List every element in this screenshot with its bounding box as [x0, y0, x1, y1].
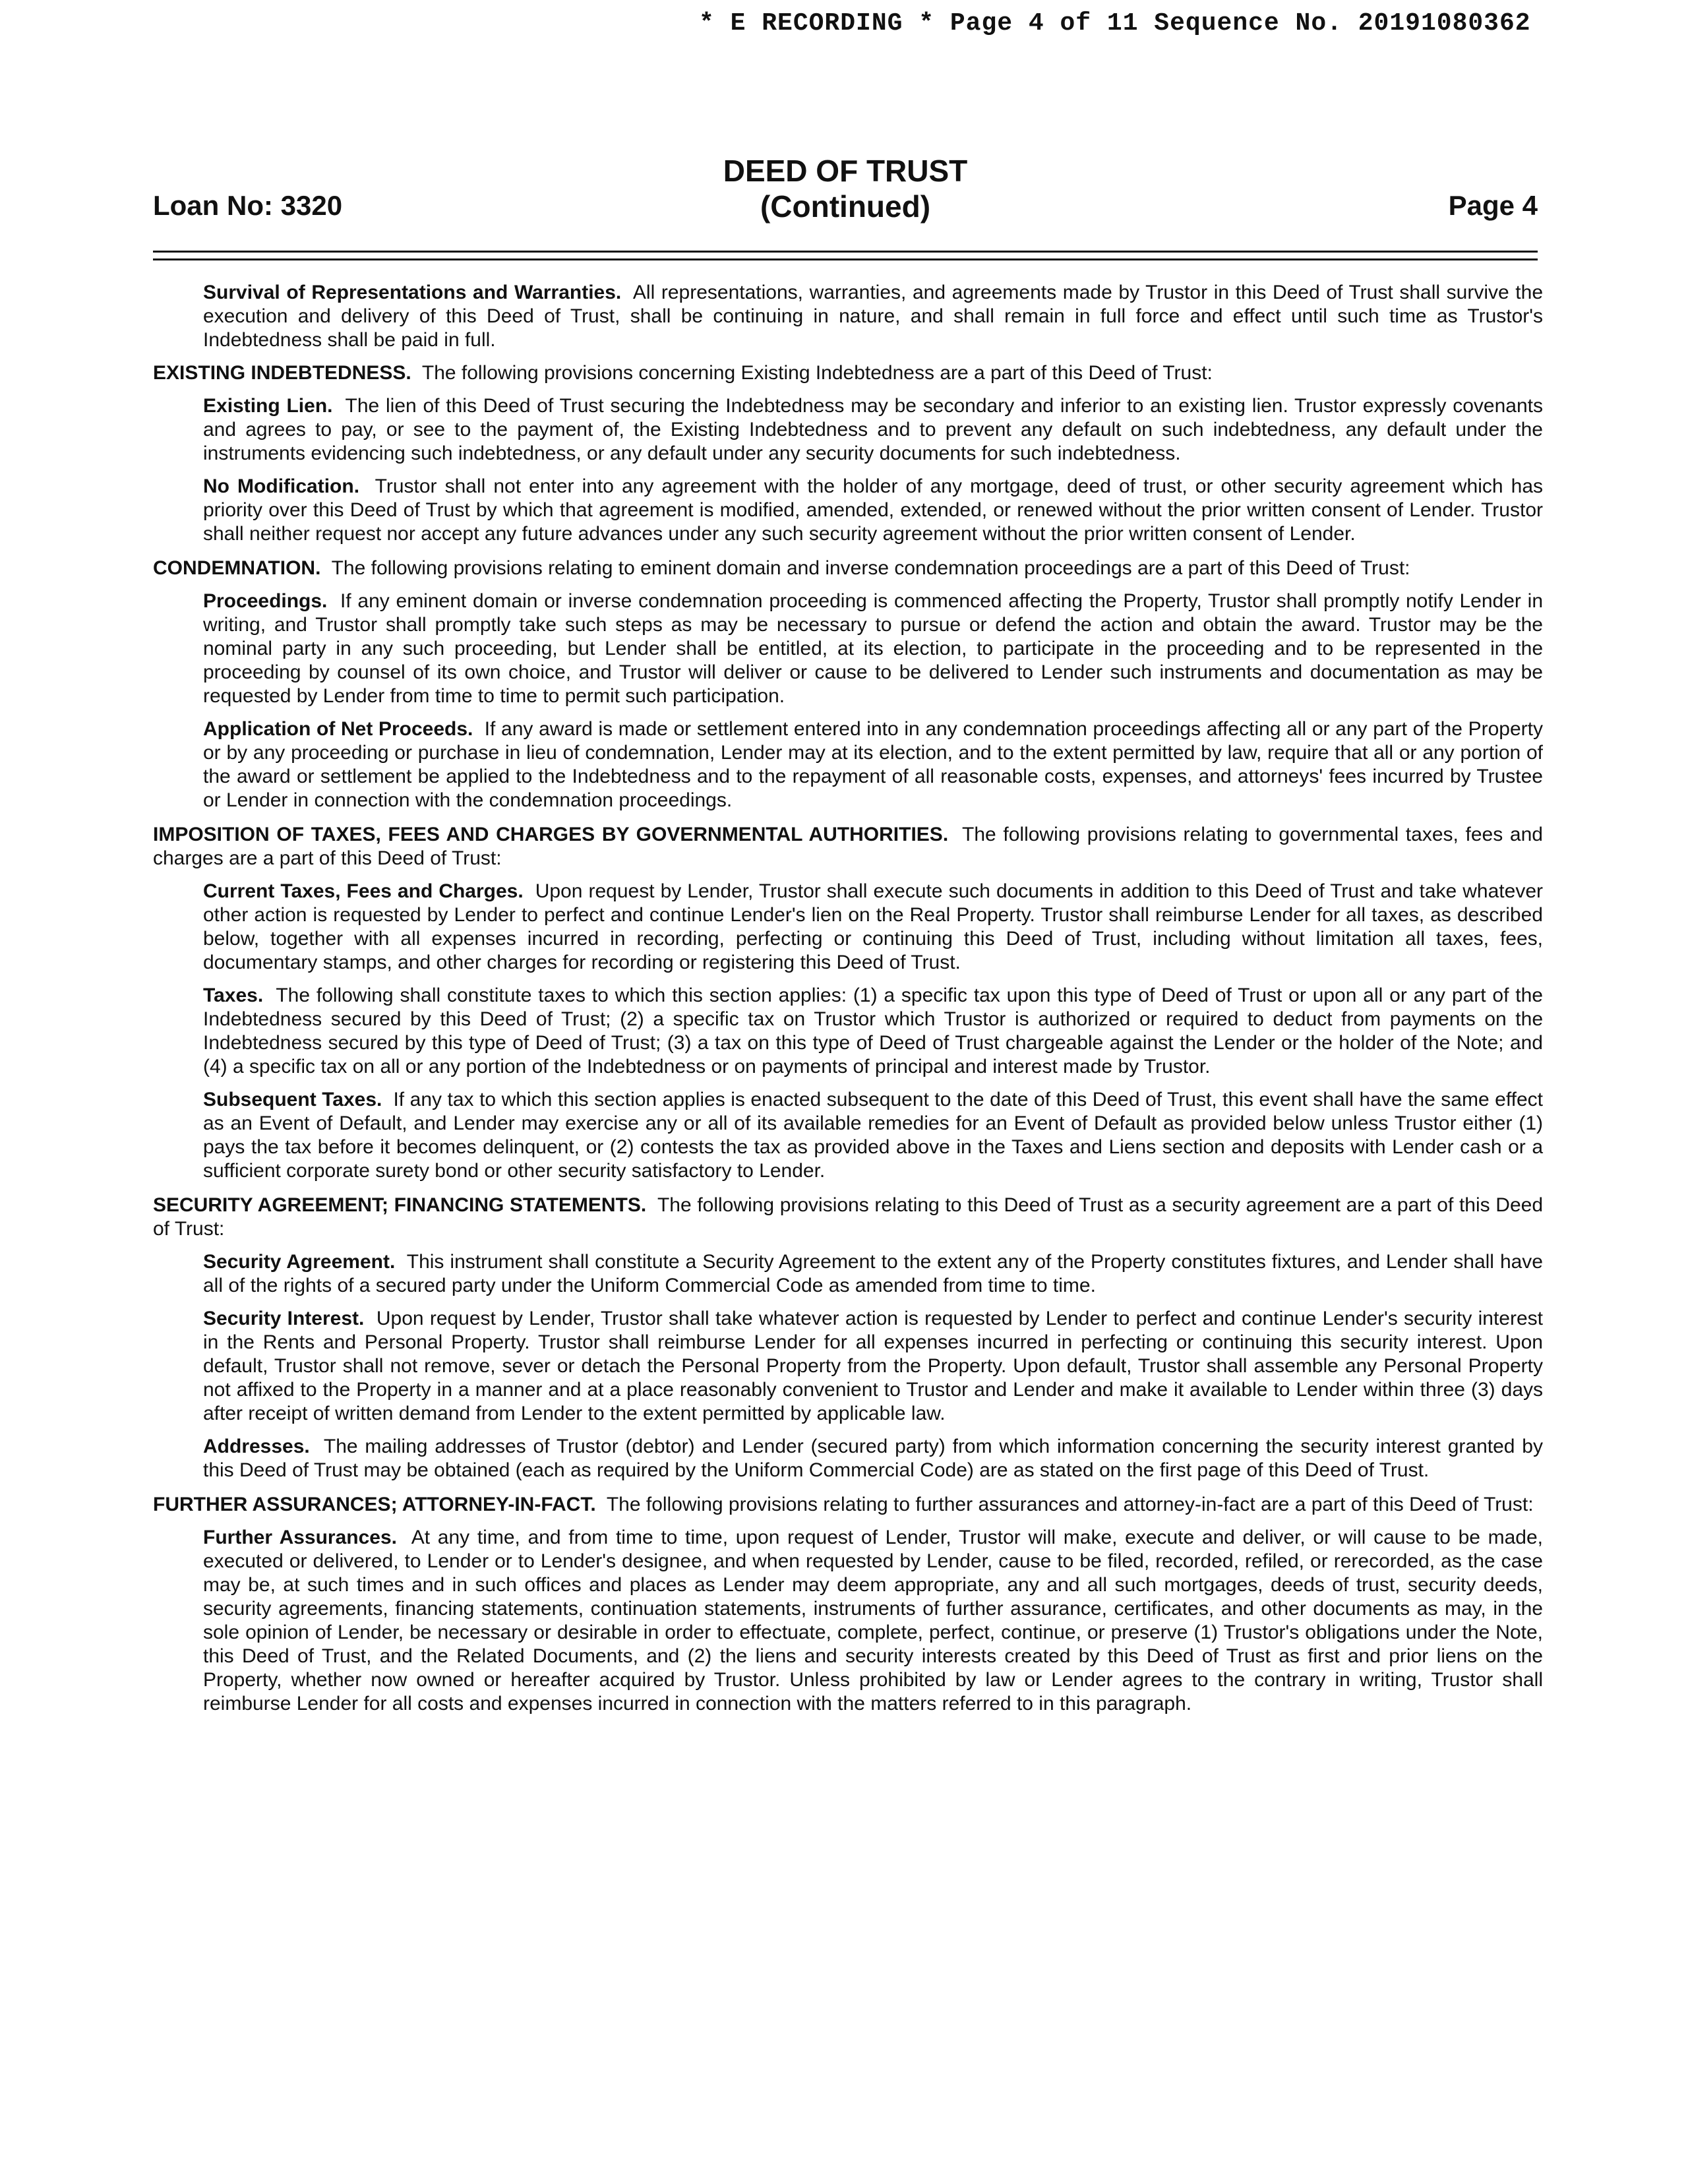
section-intro-text: The following provisions relating to further assurances and attorney-in-fact are a part of this Deed of Trust: [606, 1494, 1534, 1515]
paragraph-text: Upon request by Lender, Trustor shall take whatever action is requested by Lender to perfect and continue Lender's security interest in the Rents and Personal Property. Trustor shall reimburse Lender for all expenses incurred in perfecting or continuing this security interest. Upon default, Trustor shall not remove, sever or detach the Personal Property from the Property. Upon default, Trustor shall assemble any Personal Property not affixed to the Property in a manner and at a place reasonably convenient to Trustor and Lender and make it available to Lender within three (3) days after receipt of written demand from Lender to the extent permitted by applicable law. [203, 1308, 1544, 1424]
paragraph-text: If any eminent domain or inverse condemnation proceeding is commenced affecting the Property, Trustor shall promptly notify Lender in writing, and Trustor shall promptly take such steps as may be necessary to pursue or defend the action and obtain the award. Trustor may be the nominal party in any such proceeding, but Lender shall be entitled, at its election, to participate in the proceeding and to be represented in the proceeding by counsel of its own choice, and Trustor will deliver or cause to be delivered to Lender such instruments and documentation as may be requested by Lender from time to time to permit such participation. [203, 590, 1543, 707]
paragraph-further-assurances [203, 1526, 1543, 1716]
subheading: Application of Net Proceeds. [203, 718, 473, 740]
paragraph-net-proceeds [203, 717, 1543, 812]
paragraph-text: If any award is made or settlement entered into in any condemnation proceedings affecting all or any part of the Property or by any proceeding or purchase in lieu of condemnation, Lender may at its election, and to the extent permitted by law, require that all or any portion of the award or settlement be applied to the Indebtedness and to the repayment of all reasonable costs, expenses, and attorneys' fees incurred by Trustee or Lender in connection with the condemnation proceedings. [203, 718, 1543, 811]
paragraph-text: All representations, warranties, and agreements made by Trustor in this Deed of Trust shall survive the execution and delivery of this Deed of Trust, shall be continuing in nature, and shall remain in full force and effect until such time as Trustor's Indebtedness shall be paid in full. [203, 282, 1544, 351]
subheading: Taxes. [203, 985, 264, 1006]
section-condemnation [153, 557, 1543, 812]
header-rule-top [153, 251, 1538, 253]
paragraph-text: Trustor shall not enter into any agreement with the holder of any mortgage, deed of trust, or other security agreement which has priority over this Deed of Trust by which that agreement is modified, amended, extended, or renewed without the prior written consent of Lender. Trustor shall neither request nor accept any future advances under any such security agreement without the prior written consent of Lender. [203, 475, 1544, 545]
section-heading: CONDEMNATION. [153, 557, 321, 579]
subheading: Survival of Representations and Warranties. [203, 282, 622, 303]
subheading: Addresses. [203, 1436, 310, 1457]
paragraph-current-taxes [203, 880, 1543, 975]
subheading: Proceedings. [203, 590, 328, 612]
section-further-assurances [153, 1493, 1543, 1716]
section-lead [153, 1194, 1543, 1241]
paragraph-proceedings [203, 590, 1543, 708]
paragraph-text: The lien of this Deed of Trust securing the Indebtedness may be secondary and inferior to an existing lien. Trustor expressly covenants and agrees to pay, or see to the payment of, the Existing Indebtedness and to prevent any default on such indebtedness, any default under the instruments evidencing such indebtedness, or any default under any security documents for such indebtedness. [203, 395, 1543, 464]
subheading: Subsequent Taxes. [203, 1089, 382, 1110]
subheading: Security Interest. [203, 1308, 365, 1329]
section-existing-indebtedness [153, 361, 1543, 546]
section-lead [153, 823, 1543, 870]
section-lead [153, 1493, 1543, 1517]
recording-header: * E RECORDING * Page 4 of 11 Sequence No. 20191080362 [699, 9, 1531, 38]
subheading: Existing Lien. [203, 395, 333, 417]
section-heading: EXISTING INDEBTEDNESS. [153, 362, 411, 384]
subheading: No Modification. [203, 475, 360, 497]
section-heading: IMPOSITION OF TAXES, FEES AND CHARGES BY GOVERNMENTAL AUTHORITIES. [153, 824, 949, 845]
section-intro-text: The following provisions concerning Existing Indebtedness are a part of this Deed of Trust: [421, 362, 1213, 384]
paragraph-text: If any tax to which this section applies is enacted subsequent to the date of this Deed of Trust, this event shall have the same effect as an Event of Default, and Lender may exercise any or all of its available remedies for an Event of Default as provided below unless Trustor either (1) pays the tax before it becomes delinquent, or (2) contests the tax as provided above in the Taxes and Liens section and deposits with Lender cash or a sufficient corporate surety bond or other security satisfactory to Lender. [203, 1089, 1544, 1182]
section-intro-text: The following provisions relating to governmental taxes, fees and charges are a part of this Deed of Trust: [153, 824, 1543, 869]
paragraph-text: The mailing addresses of Trustor (debtor) and Lender (secured party) from which information concerning the security interest granted by this Deed of Trust may be obtained (each as required by the Uniform Commercial Code) are as stated on the first page of this Deed of Trust. [203, 1436, 1543, 1481]
paragraph-subsequent-taxes [203, 1088, 1543, 1183]
paragraph-existing-lien [203, 394, 1543, 466]
title-line-2: (Continued) [760, 189, 931, 224]
section-intro-text: The following provisions relating to eminent domain and inverse condemnation proceedings are a part of this Deed of Trust: [331, 557, 1410, 579]
loan-number: Loan No: 3320 [153, 190, 343, 221]
title-line-1: DEED OF TRUST [723, 154, 968, 188]
document-title [153, 153, 1538, 224]
section-lead [153, 557, 1543, 580]
section-intro-text: The following provisions relating to this Deed of Trust as a security agreement are a part of this Deed of Trust: [153, 1194, 1543, 1240]
document-header [153, 153, 1538, 226]
document-body [153, 281, 1543, 1726]
paragraph-text: This instrument shall constitute a Security Agreement to the extent any of the Property constitutes fixtures, and Lender shall have all of the rights of a secured party under the Uniform Commercial Code as amended from time to time. [203, 1251, 1543, 1296]
paragraph-survival [203, 281, 1543, 352]
paragraph-security-agreement [203, 1250, 1543, 1298]
paragraph-security-interest [203, 1307, 1543, 1426]
page-number: Page 4 [1448, 190, 1538, 221]
paragraph-taxes [203, 984, 1543, 1079]
subheading: Further Assurances. [203, 1527, 398, 1548]
paragraph-text: The following shall constitute taxes to which this section applies: (1) a specific tax upon this type of Deed of Trust or upon all or any part of the Indebtedness secured by this Deed of Trust; (2) a specific tax on Trustor which Trustor is authorized or required to deduct from payments on the Indebtedness secured by this type of Deed of Trust; (3) a tax on this type of Deed of Trust chargeable against the Lender or the holder of the Note; and (4) a specific tax on all or any portion of the Indebtedness or on payments of principal and interest made by Trustor. [203, 985, 1543, 1077]
section-heading: FURTHER ASSURANCES; ATTORNEY-IN-FACT. [153, 1494, 596, 1515]
paragraph-text: At any time, and from time to time, upon request of Lender, Trustor will make, execute and deliver, or will cause to be made, executed or delivered, to Lender or to Lender's designee, and when requested by Lender, cause to be filed, recorded, refiled, or rerecorded, as the case may be, at such times and in such offices and places as Lender may deem appropriate, any and all such mortgages, deeds of trust, security deeds, security agreements, financing statements, continuation statements, instruments of further assurance, certificates, and other documents as may, in the sole opinion of Lender, be necessary or desirable in order to effectuate, complete, perfect, continue, or preserve (1) Trustor's obligations under the Note, this Deed of Trust, and the Related Documents, and (2) the liens and security interests created by this Deed of Trust as first and prior liens on the Property, whether now owned or hereafter acquired by Trustor. Unless prohibited by law or Lender agrees to the contrary in writing, Trustor shall reimburse Lender for all costs and expenses incurred in connection with the matters referred to in this paragraph. [203, 1527, 1544, 1714]
paragraph-no-modification [203, 475, 1543, 546]
section-security-agreement [153, 1194, 1543, 1482]
paragraph-text: Upon request by Lender, Trustor shall execute such documents in addition to this Deed of Trust and take whatever other action is requested by Lender to perfect and continue Lender's lien on the Real Property. Trustor shall reimburse Lender for all taxes, as described below, together with all expenses incurred in recording, perfecting or continuing this Deed of Trust, including without limitation all taxes, fees, documentary stamps, and other charges for recording or registering this Deed of Trust. [203, 880, 1543, 973]
subheading: Current Taxes, Fees and Charges. [203, 880, 524, 902]
paragraph-addresses [203, 1435, 1543, 1482]
section-heading: SECURITY AGREEMENT; FINANCING STATEMENTS. [153, 1194, 647, 1216]
header-rule-bottom [153, 258, 1538, 260]
subheading: Security Agreement. [203, 1251, 396, 1273]
section-taxes-fees-charges [153, 823, 1543, 1183]
section-lead [153, 361, 1543, 385]
